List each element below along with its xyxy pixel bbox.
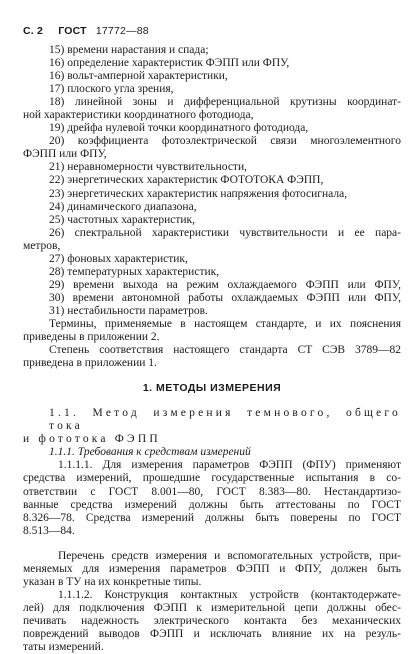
list-item: 26) спектральной характеристики чувствительности и ее пара- <box>49 226 401 239</box>
list-item: ФЭПП или ФПУ, <box>23 148 107 161</box>
list-item: 23) энергетических характеристик напряжения фотосигнала, <box>49 187 348 200</box>
paragraph-line: 8.513—84. <box>23 524 75 537</box>
page-number: С. 2 <box>23 25 44 37</box>
list-item: 30) времени автономной работы охлаждаемых ФЭПП или ФПУ, <box>49 291 401 304</box>
list-item: 28) температурных характеристик, <box>49 265 220 278</box>
paragraph-line: 1.1.1.1. Для измерения параметров ФЭПП (ФПУ) применяют <box>58 459 401 472</box>
list-item: 25) частотных характеристик, <box>49 213 195 226</box>
list-item: метров, <box>23 239 61 252</box>
list-item: 24) динамического диапазона, <box>49 200 197 213</box>
list-item: 27) фоновых характеристик, <box>49 252 188 265</box>
paragraph-line: ответствии с ГОСТ 8.001—80, ГОСТ 8.383—80. Нестандартизо- <box>23 485 401 498</box>
conformity-paragraph: приведена в приложении 1. <box>23 357 157 370</box>
list-item: 29) времени выхода на режим охлаждаемого ФЭПП или ФПУ, <box>49 278 401 291</box>
terms-paragraph: Термины, применяемые в настоящем стандарте, и их пояснения <box>49 317 401 330</box>
paragraph-line: ванные средства измерений должны быть аттестованы по ГОСТ <box>23 498 401 511</box>
paragraph-line: повреждений выводов ФЭПП и исключать влияние их на резуль- <box>23 627 401 640</box>
list-item: 15) времени нарастания и спада; <box>49 44 209 56</box>
list-item: 16) вольт-амперной характеристики, <box>49 70 228 83</box>
list-item: 17) плоского угла зрения, <box>49 83 174 96</box>
method-title: 1.1. Метод измерения темнового, общего тока <box>49 407 401 433</box>
paragraph-line: лей) для подключения ФЭПП к измерительной цепи должны обес- <box>23 601 401 614</box>
subsection-heading: 1.1.1. Требования к средствам измерений <box>49 446 251 459</box>
paragraph-line: средства измерений, прошедшие государственные испытания в со- <box>23 472 401 485</box>
paragraph-line: 8.326—78. Средства измерений должны быть поверены по ГОСТ <box>23 511 401 524</box>
list-item: 18) линейной зоны и дифференциальной крутизны координат- <box>49 96 401 109</box>
paragraph-line: меняемых для измерения параметров ФЭПП и ФПУ, должен быть <box>23 562 401 575</box>
page-header <box>23 25 149 37</box>
list-item: 22) энергетических характеристик ФОТОТОКА ФЭПП, <box>49 174 324 187</box>
list-item: 31) нестабильности параметров. <box>49 304 208 317</box>
paragraph-line: Перечень средств измерения и вспомогательных устройств, при- <box>58 549 401 562</box>
document-body <box>23 44 401 654</box>
paragraph-line: печивать надежность электрического контакта без механических <box>23 614 401 627</box>
paragraph-line: указан в ТУ на их конкретные типы. <box>23 575 202 588</box>
paragraph-line: 1.1.1.2. Конструкция контактных устройств (контактодержате- <box>58 588 401 601</box>
list-item: 16) определение характеристик ФЭПП или ФПУ, <box>49 57 290 70</box>
method-title: и фототока ФЭПП <box>23 433 161 446</box>
terms-paragraph: приведены в приложении 2. <box>23 331 160 344</box>
list-item: 19) дрейфа нулевой точки координатного фотодиода, <box>49 122 309 135</box>
list-item: 21) неравномерности чувствительности, <box>49 161 247 174</box>
conformity-paragraph: Степень соответствия настоящего стандарта СТ СЭВ 3789—82 <box>49 344 401 357</box>
list-item: ной характеристики координатного фотодиода, <box>23 109 254 122</box>
standard-label: ГОСТ <box>58 25 87 37</box>
standard-number: 17772—88 <box>95 25 149 37</box>
section-title: 1. МЕТОДЫ ИЗМЕРЕНИЯ <box>142 382 282 395</box>
paragraph-line: таты измерений. <box>23 641 104 654</box>
list-item: 20) коэффициента фотоэлектрической связи многоэлементного <box>49 135 401 148</box>
